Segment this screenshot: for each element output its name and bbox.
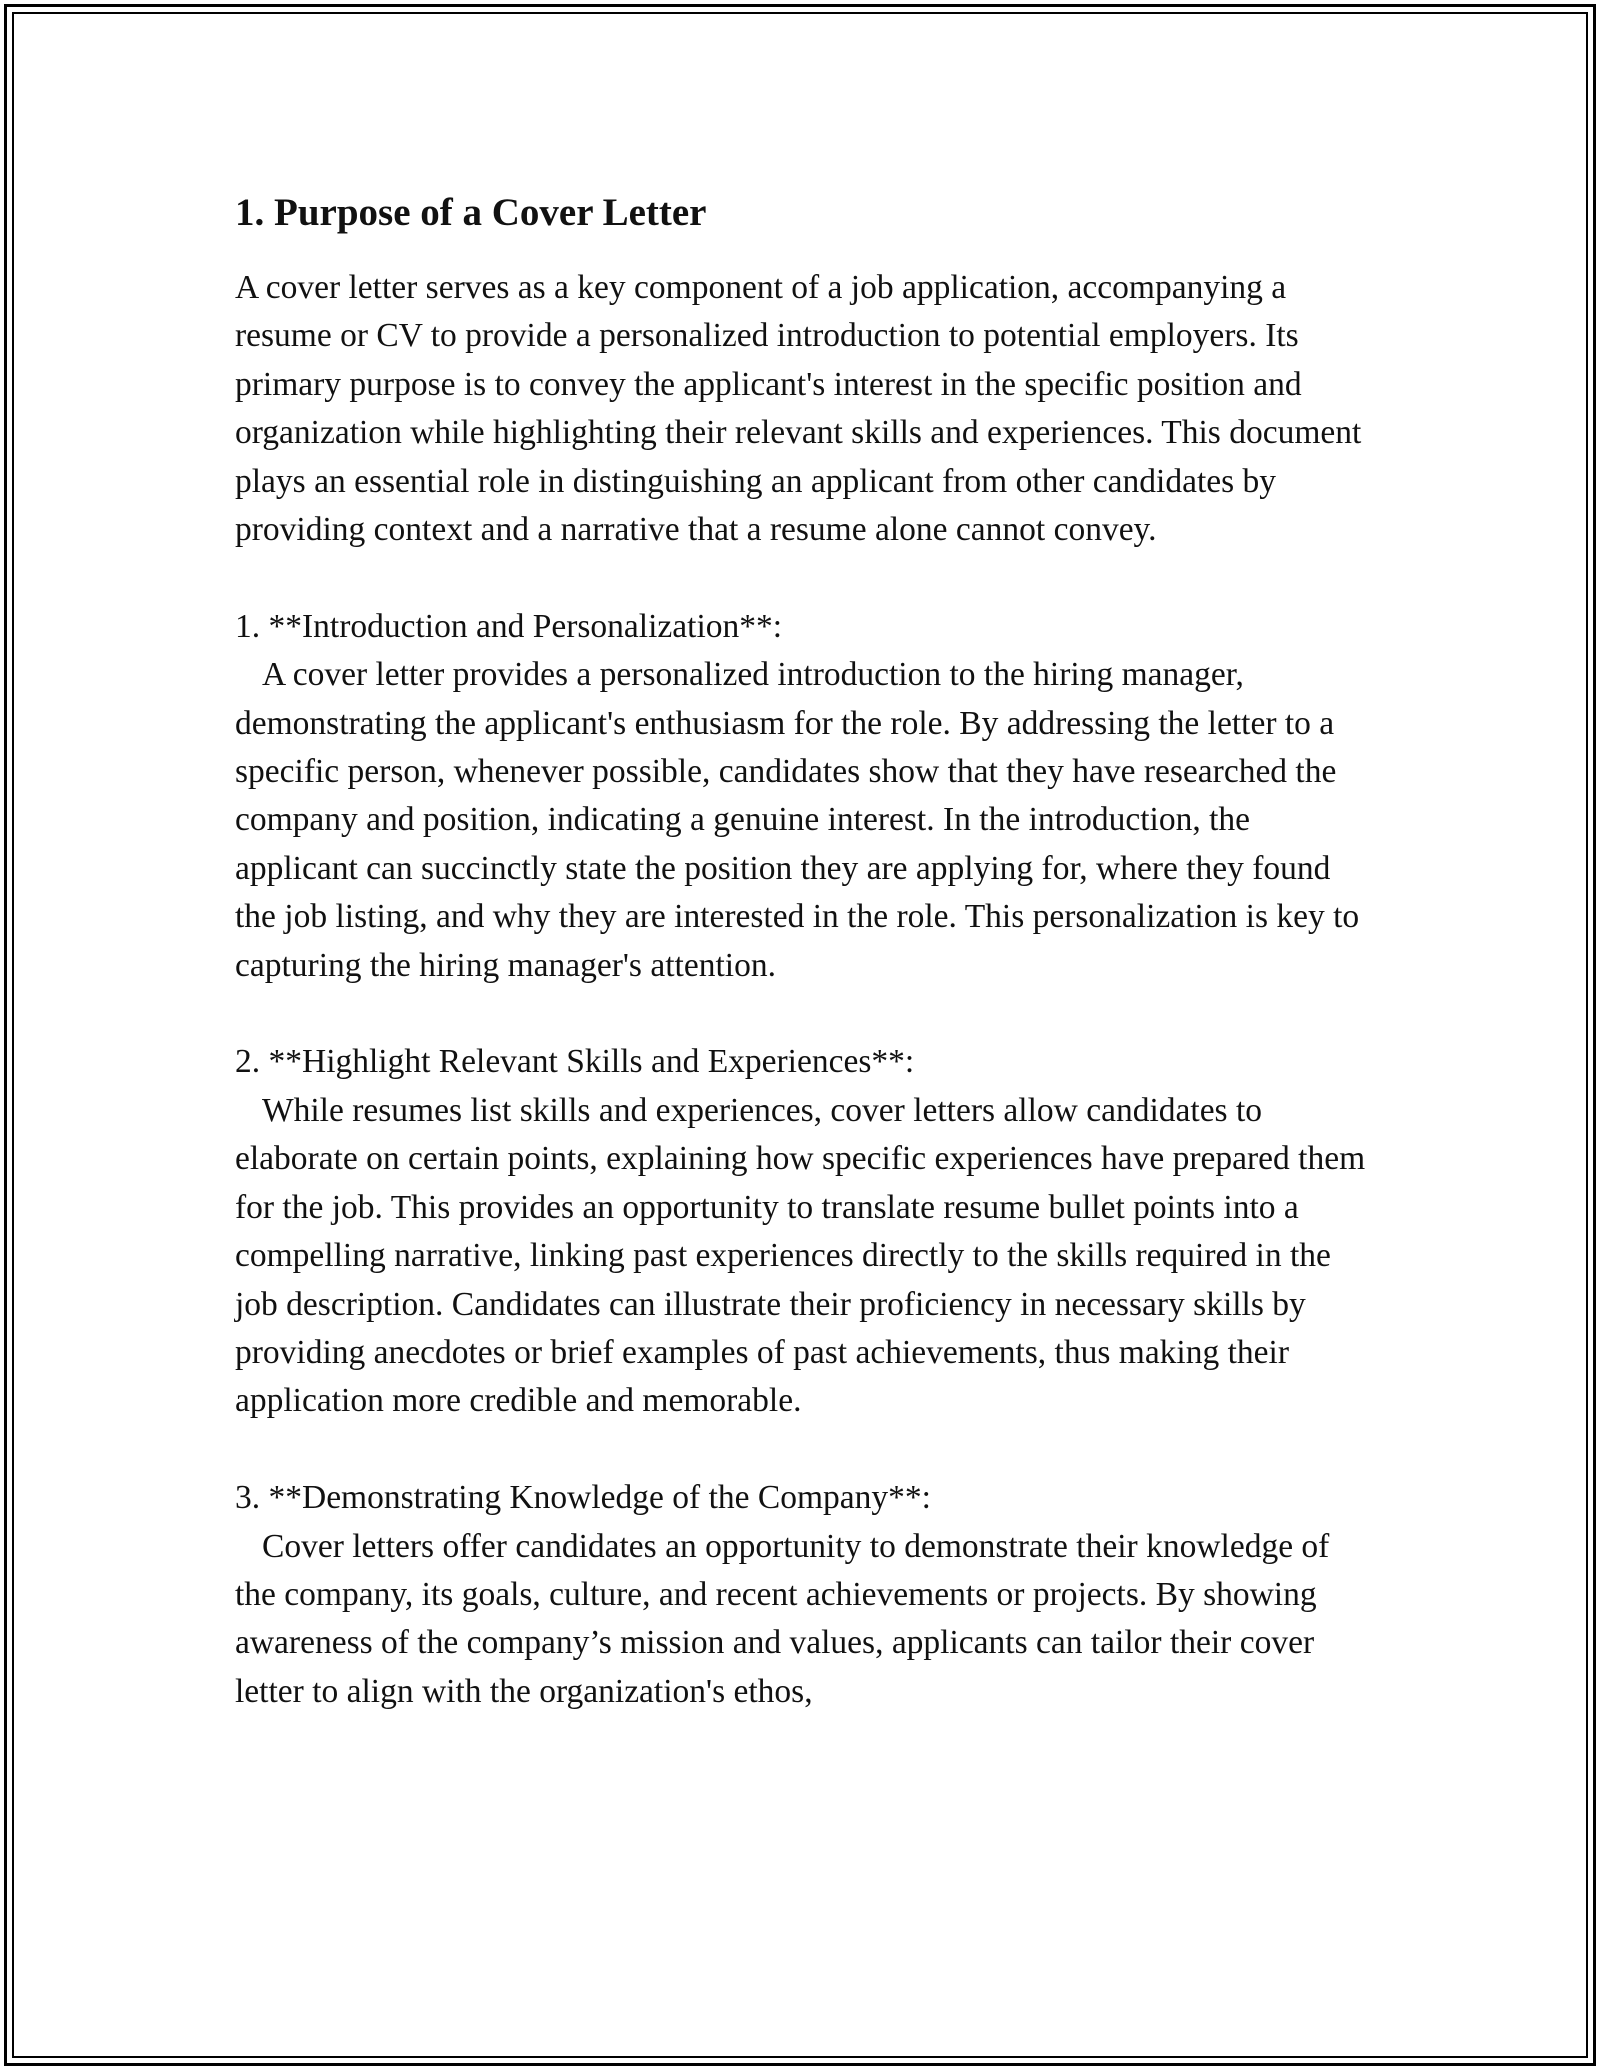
list-item-body: A cover letter provides a personalized introduction to the hiring manager, demonstrating the applicant's enthusiasm for the role. By addressing the letter to a specific person, whenever possible, candidates show that they have researched the company and position, indicating a genuine interest. In the introduction, the applicant can succinctly state the position they are applying for, where they found the job listing, and why they are interested in the role. This personalization is key to capturing the hiring manager's attention. xyxy=(235,656,1360,984)
list-item-body: Cover letters offer candidates an opportunity to demonstrate their knowledge of the company, its goals, culture, and recent achievements or projects. By showing awareness of the company’s mission and values, applicants can tailor their cover letter to align with the organization's ethos, xyxy=(235,1527,1330,1710)
list-item-title: 2. **Highlight Relevant Skills and Experiences**: xyxy=(235,1043,915,1081)
paragraph-gap xyxy=(235,1426,1375,1474)
paragraph-gap xyxy=(235,554,1375,602)
list-item xyxy=(235,1038,1375,1425)
paragraph-gap xyxy=(235,990,1375,1038)
document-body xyxy=(235,188,1375,1716)
intro-paragraph: A cover letter serves as a key component of a job application, accompanying a resume or CV to provide a personalized introduction to potential employers. Its primary purpose is to convey the applicant's interest in the specific position and organization while highlighting their relevant skills and experiences. This document plays an essential role in distinguishing an applicant from other candidates by providing context and a narrative that a resume alone cannot convey. xyxy=(235,269,1362,549)
list-item-title: 3. **Demonstrating Knowledge of the Company**: xyxy=(235,1479,931,1517)
list-item xyxy=(235,1474,1375,1716)
list-item-body: While resumes list skills and experiences, cover letters allow candidates to elaborate on certain points, explaining how specific experiences have prepared them for the job. This provides an opportunity to translate resume bullet points into a compelling narrative, linking past experiences directly to the skills required in the job description. Candidates can illustrate their proficiency in necessary skills by providing anecdotes or brief examples of past achievements, thus making their application more credible and memorable. xyxy=(235,1091,1366,1420)
list-item xyxy=(235,603,1375,990)
section-heading: 1. Purpose of a Cover Letter xyxy=(235,191,707,234)
list-item-title: 1. **Introduction and Personalization**: xyxy=(235,607,783,645)
